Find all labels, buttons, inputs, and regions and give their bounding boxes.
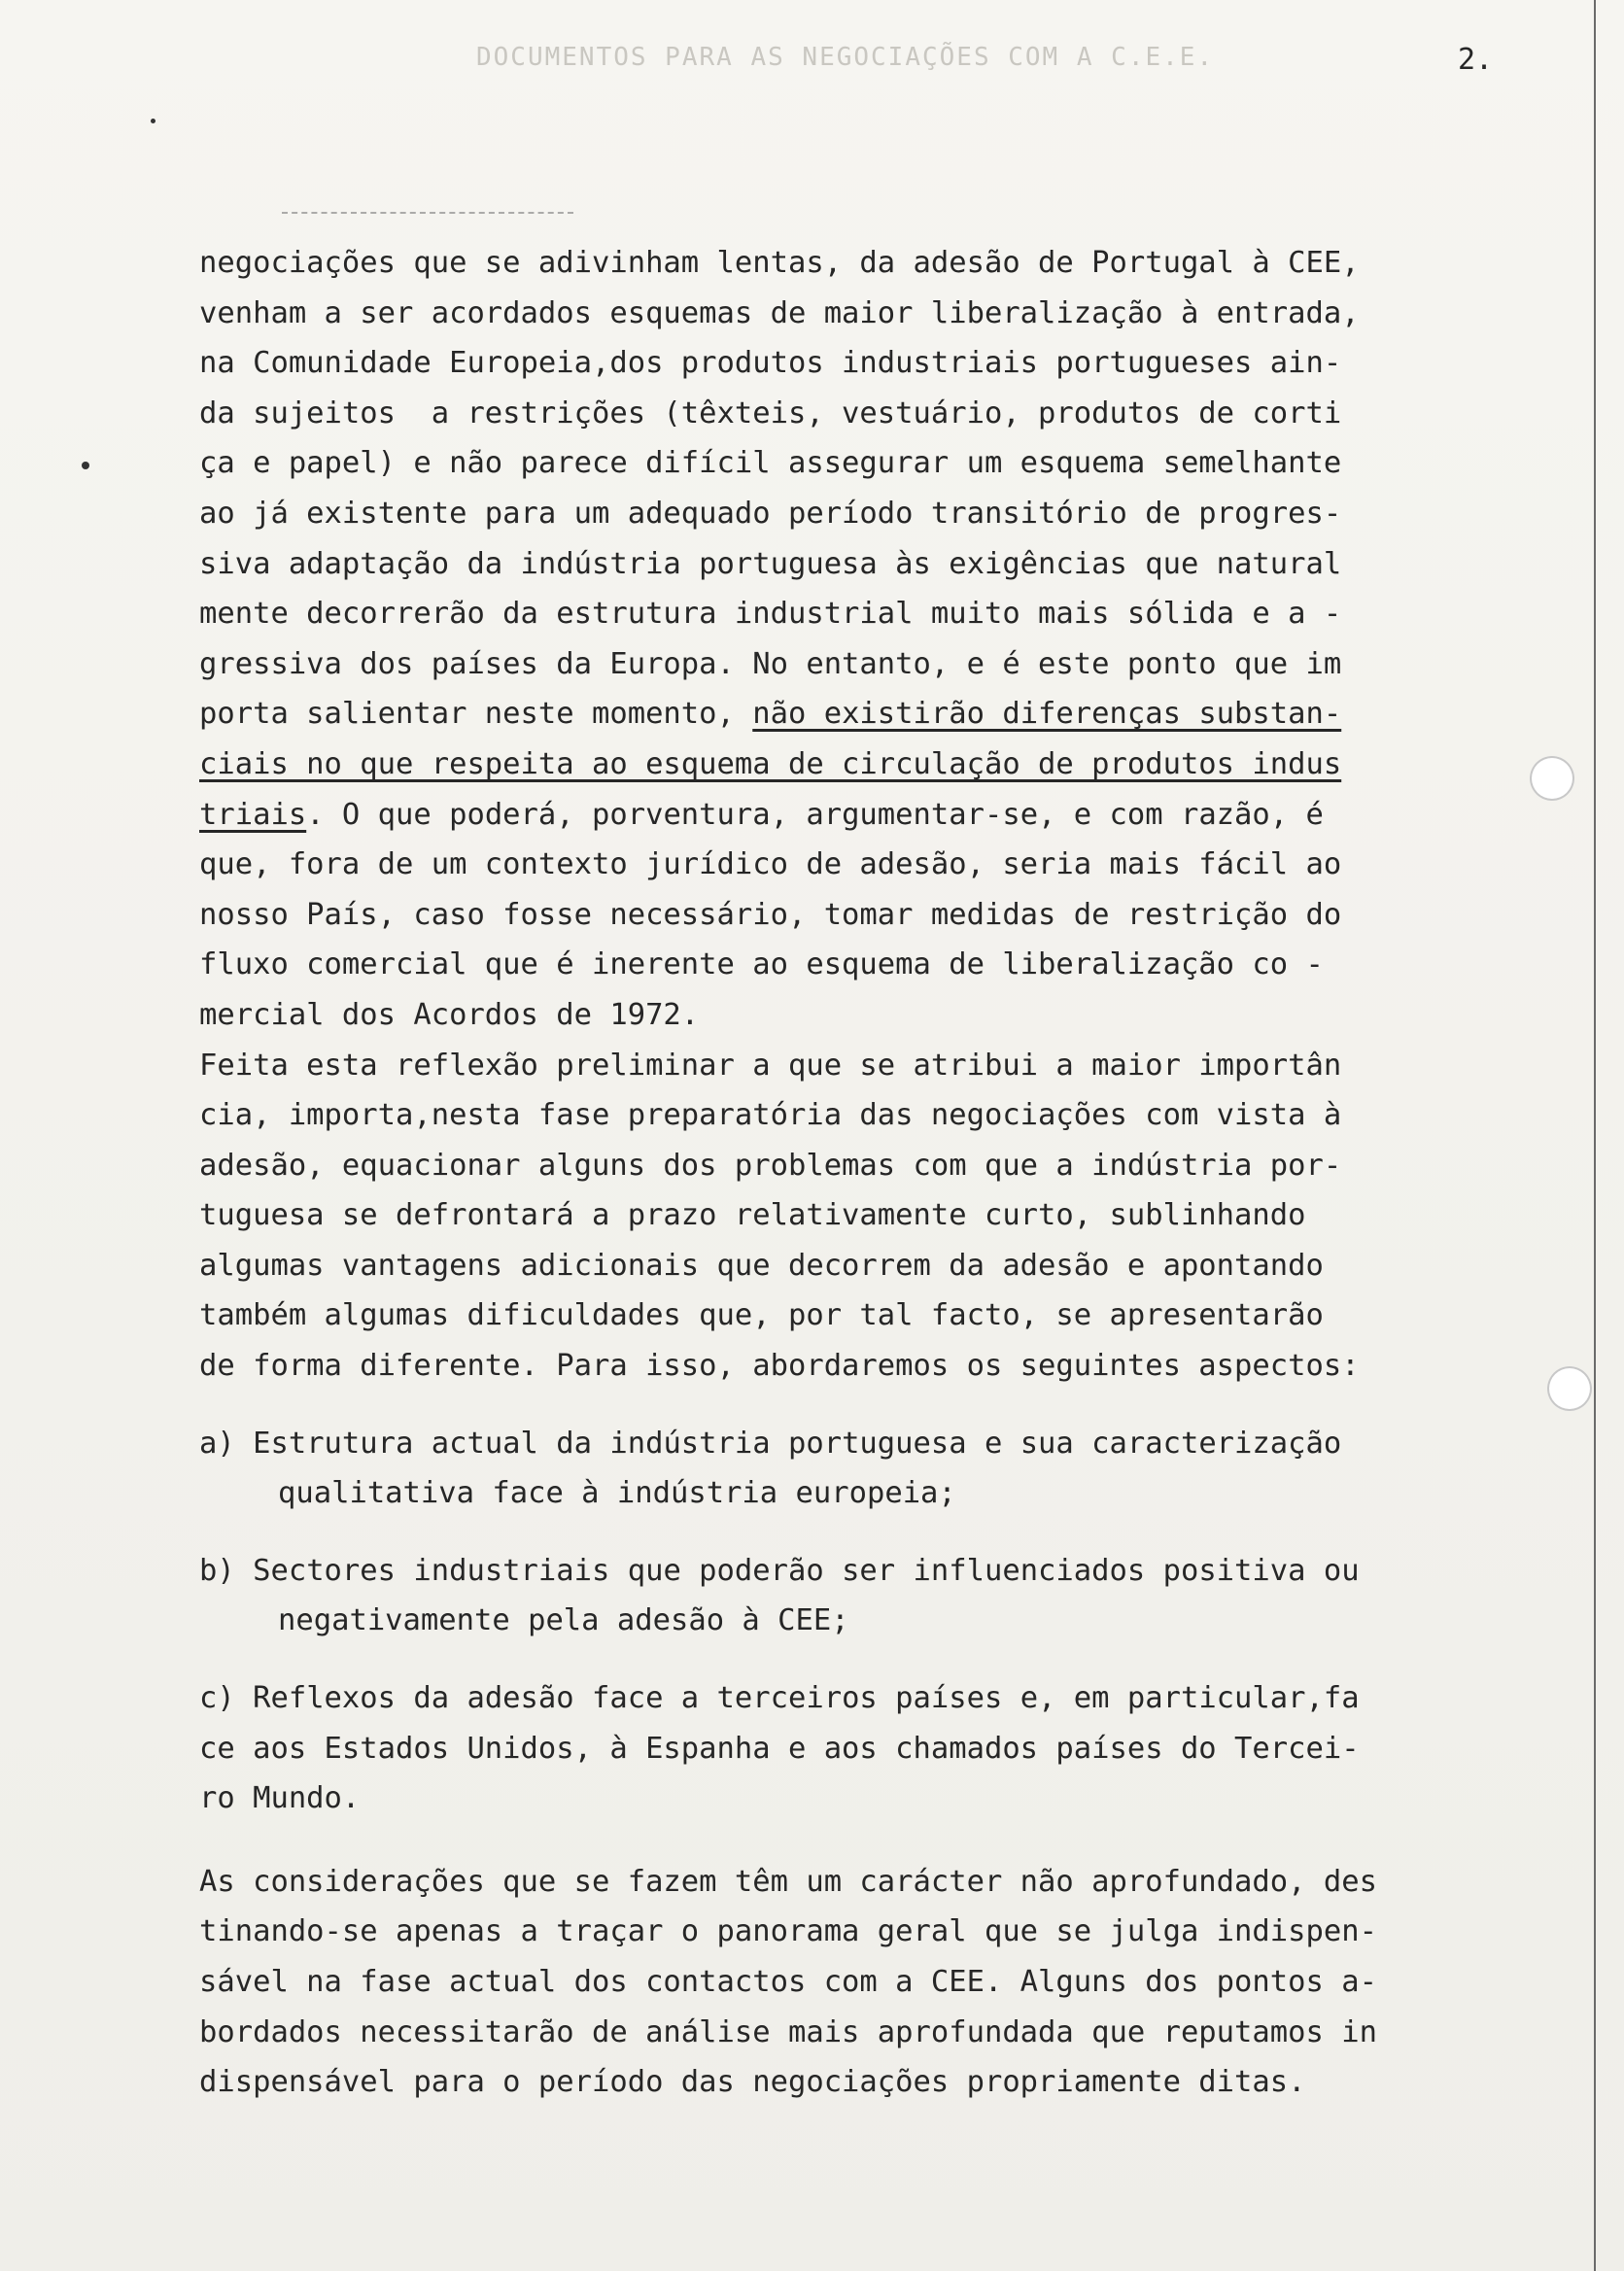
text-line: ao já existente para um adequado período transitório de progres-: [199, 496, 1342, 531]
list-item: [199, 1546, 1502, 1646]
text-line: [199, 1546, 1502, 1597]
text-line: sável na fase actual dos contactos com a CEE. Alguns dos pontos a-: [199, 1965, 1377, 1999]
text-line: qualitativa face à indústria europeia;: [278, 1476, 956, 1511]
margin-dot-mark: [151, 119, 155, 123]
bleed-through-header: DOCUMENTOS PARA AS NEGOCIAÇÕES COM A C.E.E.: [476, 43, 1215, 72]
text-line: [199, 740, 1502, 790]
paragraph-3: [199, 1857, 1502, 2108]
underlined-emphasis: não existirão diferenças substan-: [752, 697, 1342, 732]
text-line: tinando-se apenas a traçar o panorama geral que se julga indispen-: [199, 1914, 1377, 1949]
list-marker: a): [199, 1426, 235, 1461]
text-line: Feita esta reflexão preliminar a que se atribui a maior importân: [199, 1048, 1342, 1083]
text-line: negativamente pela adesão à CEE;: [278, 1603, 849, 1638]
text-segment: Estrutura actual da indústria portuguesa e sua caracterização: [253, 1426, 1342, 1461]
text-line: siva adaptação da indústria portuguesa às exigências que natural: [199, 546, 1342, 581]
paragraph-2: [199, 1041, 1502, 1392]
text-line: mercial dos Acordos de 1972.: [199, 997, 700, 1032]
text-line: algumas vantagens adicionais que decorrem da adesão e apontando: [199, 1248, 1324, 1283]
text-line: [199, 1419, 1502, 1469]
text-line: As considerações que se fazem têm um carácter não aprofundado, des: [199, 1864, 1377, 1899]
text-line: gressiva dos países da Europa. No entanto, e é este ponto que im: [199, 646, 1342, 681]
text-line: negociações que se adivinham lentas, da adesão de Portugal à CEE,: [199, 246, 1360, 280]
list-item: [199, 1673, 1502, 1824]
paragraph-1: [199, 238, 1502, 1041]
underlined-emphasis: triais: [199, 797, 307, 832]
text-line: tuguesa se defrontará a prazo relativamente curto, sublinhando: [199, 1198, 1306, 1233]
pen-scribble-mark: [282, 212, 573, 220]
punch-hole-top: [1530, 756, 1574, 801]
text-line: [199, 1673, 1502, 1724]
underlined-emphasis: ciais no que respeita ao esquema de circulação de produtos indus: [199, 746, 1342, 781]
text-line: adesão, equacionar alguns dos problemas com que a indústria por-: [199, 1148, 1342, 1183]
list-marker: b): [199, 1553, 235, 1588]
list-item: [199, 1419, 1502, 1519]
text-line: fluxo comercial que é inerente ao esquema de liberalização co -: [199, 947, 1324, 982]
spacer: [199, 1824, 1502, 1857]
text-line: [199, 689, 1502, 740]
punch-hole-bottom: [1547, 1366, 1592, 1411]
list-marker: c): [199, 1681, 235, 1716]
text-line: bordados necessitarão de análise mais aprofundada que reputamos in: [199, 2014, 1377, 2049]
text-segment: . O que poderá, porventura, argumentar-se, e com razão, é: [306, 797, 1324, 832]
text-line: ça e papel) e não parece difícil assegurar um esquema semelhante: [199, 446, 1342, 481]
text-line: ro Mundo.: [199, 1781, 361, 1816]
text-line: de forma diferente. Para isso, abordaremos os seguintes aspectos:: [199, 1349, 1360, 1384]
text-line: mente decorrerão da estrutura industrial muito mais sólida e a -: [199, 597, 1342, 632]
page-number: 2.: [1458, 43, 1494, 77]
text-line: dispensável para o período das negociações propriamente ditas.: [199, 2065, 1306, 2100]
aspects-list: [199, 1419, 1502, 1824]
text-segment: Reflexos da adesão face a terceiros países e, em particular,fa: [253, 1681, 1360, 1716]
text-line: também algumas dificuldades que, por tal facto, se apresentarão: [199, 1298, 1324, 1333]
text-segment: porta salientar neste momento,: [199, 697, 753, 732]
margin-dot-mark: [82, 462, 89, 469]
text-segment: Sectores industriais que poderão ser influenciados positiva ou: [253, 1553, 1360, 1588]
text-line: ce aos Estados Unidos, à Espanha e aos chamados países do Tercei-: [199, 1731, 1360, 1766]
spacer: [199, 1392, 1502, 1419]
spacer: [199, 1646, 1502, 1673]
text-line: na Comunidade Europeia,dos produtos industriais portugueses ain-: [199, 346, 1342, 381]
text-line: venham a ser acordados esquemas de maior liberalização à entrada,: [199, 295, 1360, 330]
text-line: nosso País, caso fosse necessário, tomar medidas de restrição do: [199, 897, 1342, 932]
text-line: [199, 790, 1502, 841]
document-body: [199, 238, 1502, 2108]
spacer: [199, 1519, 1502, 1546]
text-line: que, fora de um contexto jurídico de adesão, seria mais fácil ao: [199, 847, 1342, 882]
page-edge-border: [1594, 0, 1596, 2271]
text-line: cia, importa,nesta fase preparatória das negociações com vista à: [199, 1098, 1342, 1133]
text-line: da sujeitos a restrições (têxteis, vestuário, produtos de corti: [199, 396, 1342, 430]
